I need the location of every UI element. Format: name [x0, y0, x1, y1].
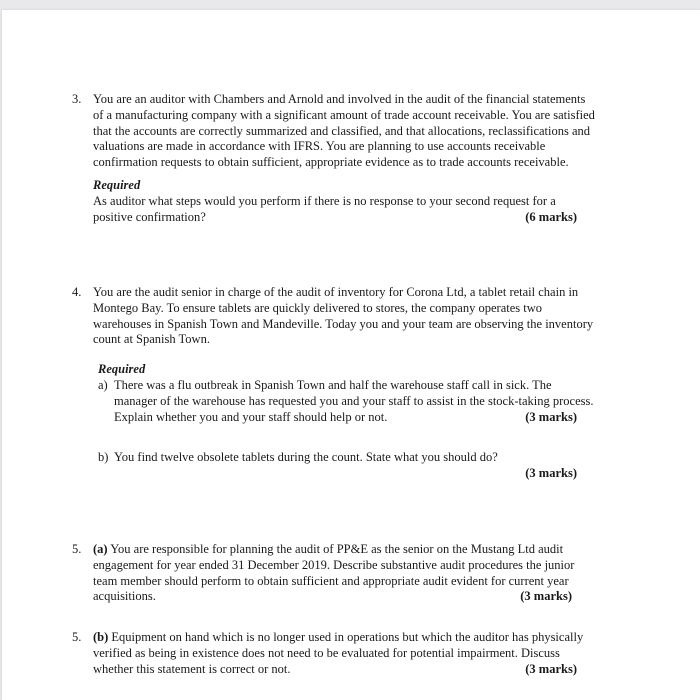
question-body	[93, 630, 597, 677]
question-number: 5.	[72, 542, 82, 556]
question-text: You are an auditor with Chambers and Arnold and involved in the audit of the financial statements of a manufacturing company with a significant amount of trade account receivable. You are satisfied that the accounts are correctly summarized and classified, and that allocations, reclassifications and valuations are made in accordance with IFRS. You are planning to use accounts receivable confirmation requests to obtain sufficient, appropriate evidence as to trade accounts receivable.	[93, 92, 595, 170]
task-text: As auditor what steps would you perform if there is no response to your second request for a positive confirmation?	[93, 193, 556, 224]
question-text: You are the audit senior in charge of the audit of inventory for Corona Ltd, a tablet retail chain in Montego Bay. To ensure tablets are quickly delivered to stores, the company operates two warehouses in Spanish Town and Mandeville. Today you and your team are observing the inventory count at Spanish Town.	[93, 285, 594, 347]
subquestion-body	[114, 378, 597, 425]
question-task	[93, 194, 597, 226]
question-body	[93, 542, 597, 605]
marks-label: (3 marks)	[525, 466, 577, 481]
question-4	[72, 285, 597, 482]
marks-label: (3 marks)	[525, 661, 577, 676]
subquestion-label: b)	[98, 450, 109, 465]
required-label: Required	[93, 177, 141, 192]
question-number: 3.	[72, 92, 82, 106]
subquestion-text: You find twelve obsolete tablets during the count. State what you should do?	[114, 450, 498, 465]
subquestion-a	[98, 378, 597, 425]
marks-label: (6 marks)	[525, 209, 577, 224]
marks-row	[114, 466, 577, 482]
marks-label: (3 marks)	[525, 409, 577, 424]
question-5b	[72, 630, 597, 677]
document-page	[2, 10, 700, 700]
marks-label: (3 marks)	[520, 589, 572, 604]
question-number: 4.	[72, 285, 82, 299]
part-label: (a)	[93, 542, 108, 556]
question-3	[72, 92, 597, 225]
required-label: Required	[98, 362, 146, 377]
question-text: Equipment on hand which is no longer used in operations but which the auditor has physically verified as being in existence does not need to be evaluated for potential impairment. Discuss whether this statement is correct or not.	[93, 630, 584, 676]
subquestion-text: There was a flu outbreak in Spanish Town and half the warehouse staff call in sick. The manager of the warehouse has requested you and your staff to assist in the stock-taking process. Explain whether you and your staff should help or not.	[114, 377, 594, 424]
question-text: You are responsible for planning the audit of PP&E as the senior on the Mustang Ltd audit engagement for year ended 31 December 2019. Describe substantive audit procedures the junior team member should perform to obtain sufficient and appropriate audit evident for current year acquisitions.	[93, 542, 575, 604]
question-5a	[72, 542, 597, 605]
subquestion-b	[98, 450, 597, 482]
part-label: (b)	[93, 630, 109, 644]
question-number: 5.	[72, 630, 82, 644]
subquestion-label: a)	[98, 377, 108, 392]
